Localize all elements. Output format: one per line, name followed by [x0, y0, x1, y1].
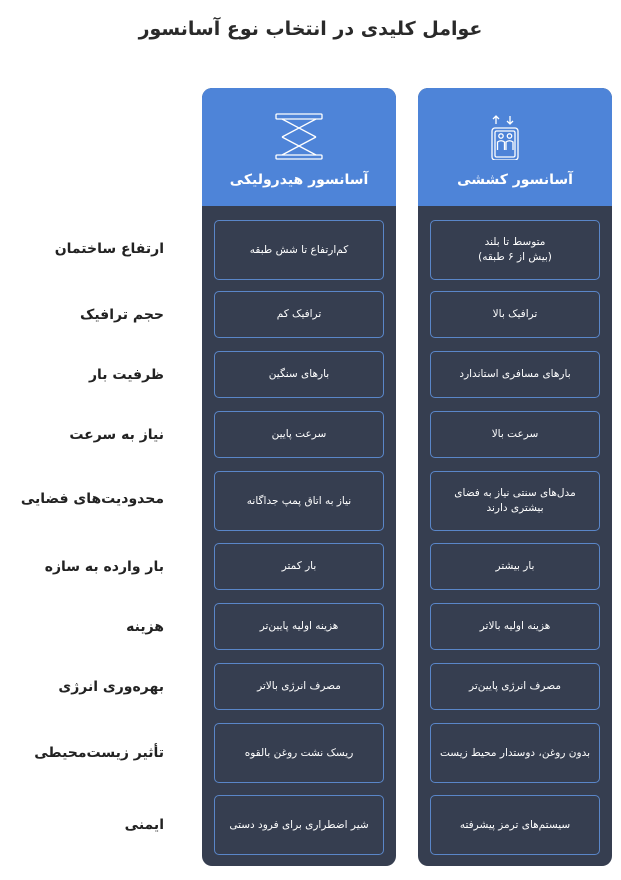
factor-label-building-height: ارتفاع ساختمان [54, 241, 164, 257]
page-title: عوامل کلیدی در انتخاب نوع آسانسور [138, 18, 483, 40]
traction-column-title: آسانسور کششی [457, 172, 573, 188]
scissor-lift-icon [274, 110, 324, 160]
factor-label-cost: هزینه [126, 619, 164, 635]
traction-cell-energy: مصرف انرژی پایین‌تر [430, 663, 600, 710]
traction-cell-load-capacity: بارهای مسافری استاندارد [430, 351, 600, 398]
factor-label-safety: ایمنی [124, 817, 164, 833]
factor-label-space: محدودیت‌های فضایی [20, 491, 164, 507]
hydraulic-cell-cost: هزینه اولیه پایین‌تر [214, 603, 384, 650]
traction-cell-traffic: ترافیک بالا [430, 291, 600, 338]
factor-label-environment: تأثیر زیست‌محیطی [34, 745, 164, 761]
traction-elevator-icon [490, 110, 540, 160]
hydraulic-column-header [202, 88, 396, 206]
hydraulic-cell-space: نیاز به اتاق پمپ جداگانه [214, 471, 384, 531]
traction-cell-building-height: متوسط تا بلند (بیش از ۶ طبقه) [430, 220, 600, 280]
hydraulic-cell-energy: مصرف انرژی بالاتر [214, 663, 384, 710]
hydraulic-column-title: آسانسور هیدرولیکی [229, 172, 369, 188]
traction-column-header [418, 88, 612, 206]
hydraulic-elevator-column [202, 88, 396, 866]
traction-cell-safety: سیستم‌های ترمز پیشرفته [430, 795, 600, 855]
factor-label-energy: بهره‌وری انرژی [58, 679, 164, 695]
traction-cell-space: مدل‌های سنتی نیاز به فضای بیشتری دارند [430, 471, 600, 531]
traction-cell-cost: هزینه اولیه بالاتر [430, 603, 600, 650]
factor-label-structural-load: بار وارده به سازه [44, 559, 164, 575]
traction-cell-environment: بدون روغن، دوستدار محیط زیست [430, 723, 600, 783]
hydraulic-cell-structural-load: بار کمتر [214, 543, 384, 590]
traction-cell-structural-load: بار بیشتر [430, 543, 600, 590]
hydraulic-cell-traffic: ترافیک کم [214, 291, 384, 338]
factor-label-speed: نیاز به سرعت [69, 427, 164, 443]
traction-elevator-column [418, 88, 612, 866]
traction-cell-speed: سرعت بالا [430, 411, 600, 458]
hydraulic-cell-safety: شیر اضطراری برای فرود دستی [214, 795, 384, 855]
factor-label-traffic: حجم ترافیک [79, 307, 164, 323]
hydraulic-cell-building-height: کم‌ارتفاع تا شش طبقه [214, 220, 384, 280]
factor-label-load-capacity: ظرفیت بار [88, 367, 164, 383]
hydraulic-cell-load-capacity: بارهای سنگین [214, 351, 384, 398]
hydraulic-cell-environment: ریسک نشت روغن بالقوه [214, 723, 384, 783]
hydraulic-cell-speed: سرعت پایین [214, 411, 384, 458]
